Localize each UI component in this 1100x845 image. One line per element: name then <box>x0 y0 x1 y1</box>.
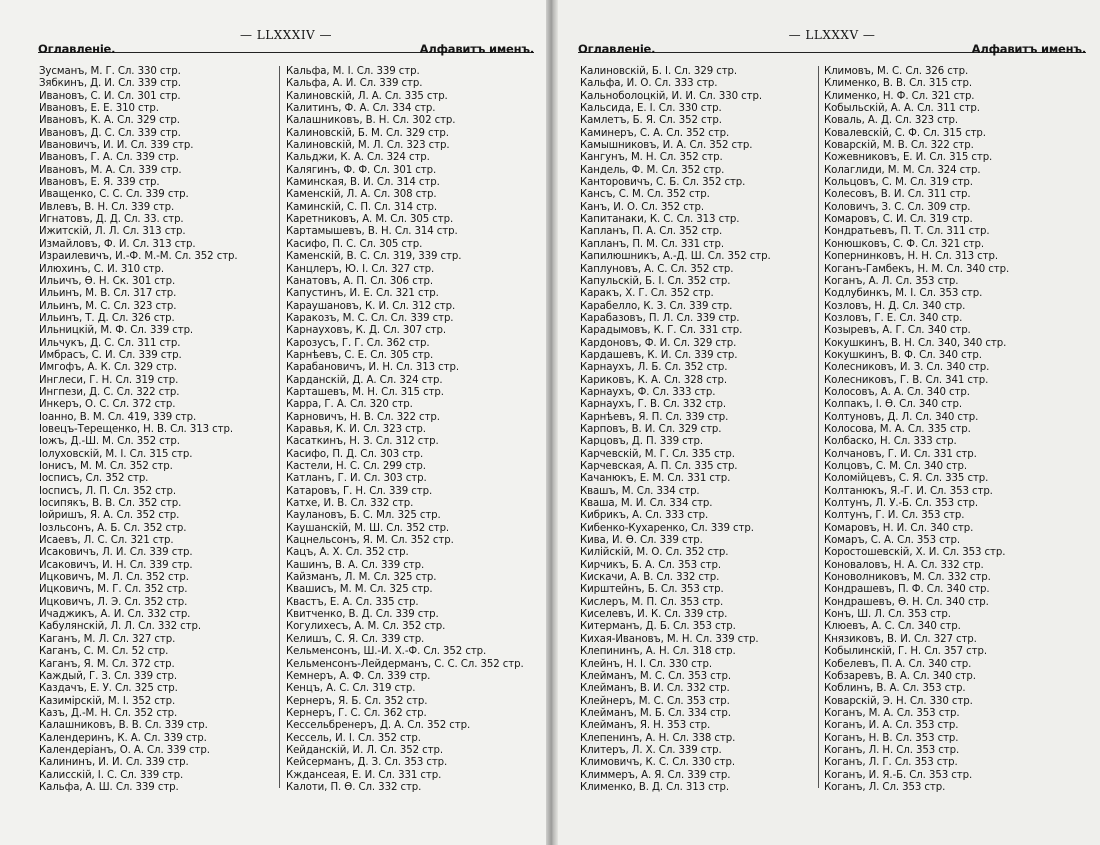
index-entry: Катланъ, Г. И. Сл. 303 стр. <box>286 473 427 485</box>
index-entry: Кейданскій, И. Л. Сл. 352 стр. <box>286 744 444 756</box>
index-entry: Ивановъ, С. И. Сл. 301 стр. <box>39 90 181 102</box>
index-entry: Канторовичъ, С. Б. Сл. 352 стр. <box>580 177 746 189</box>
index-entry: Канцлеръ, Ю. І. Сл. 327 стр. <box>286 263 435 275</box>
index-entry: Калиновскій, М. Л. Сл. 323 стр. <box>286 140 450 152</box>
index-entry: Кессельбренеръ, Д. А. Сл. 352 стр. <box>286 720 471 732</box>
index-entry: Конъ, Ш. Л. Сл. 353 стр. <box>824 609 951 621</box>
index-entry: Колесниковъ, И. З. Сл. 340 стр. <box>824 362 990 374</box>
index-entry: Капилюшникъ, А.-Д. Ш. Сл. 352 стр. <box>580 251 771 263</box>
index-entry: Карчевская, А. П. Сл. 335 стр. <box>580 461 738 472</box>
index-entry: Кискачи, А. В. Сл. 332 стр. <box>580 572 720 584</box>
index-entry: Каулановъ, Б. С. Мл. 325 стр. <box>286 510 441 522</box>
index-entry: Карнаухъ, Ф. Сл. 333 стр. <box>580 386 716 398</box>
index-entry: Календеринъ, К. А. Сл. 339 стр. <box>39 732 207 744</box>
index-entry: Кждансеая, Е. И. Сл. 331 стр. <box>286 769 442 781</box>
index-entry: Кенцъ, А. С. Сл. 319 стр. <box>286 683 416 695</box>
index-entry: Кардашевъ, К. И. Сл. 339 стр. <box>580 349 738 361</box>
index-entry: Калоти, П. Ѳ. Сл. 332 стр. <box>286 781 422 793</box>
index-entry: Климовъ, М. С. Сл. 326 стр. <box>824 66 969 77</box>
index-entry: Кожевниковъ, Е. И. Сл. 315 стр. <box>824 152 993 164</box>
index-entry: Комаровъ, Н. И. Сл. 340 стр. <box>824 522 974 534</box>
index-entry: Имбрасъ, С. И. Сл. 339 стр. <box>39 349 182 361</box>
index-entry: Ильинъ, Т. Д. Сл. 326 стр. <box>39 312 175 324</box>
index-entry: Коганъ, И. А. Сл. 353 стр. <box>824 720 959 732</box>
index-entry: Ивановъ, К. А. Сл. 329 стр. <box>39 115 180 127</box>
index-entry: Іойришъ, Я. А. Сл. 352 стр. <box>39 510 180 522</box>
right-header-title: Алфавитъ именъ. <box>971 42 1086 56</box>
index-entry: Капланъ, П. А. Сл. 352 стр. <box>580 226 723 238</box>
index-entry: Кессель, И. І. Сл. 352 стр. <box>286 732 421 744</box>
index-entry: Казъ, Д.-М. Н. Сл. 352 стр. <box>39 707 178 719</box>
index-entry: Киселевъ, И. К. Сл. 339 стр. <box>580 609 728 621</box>
index-entry: Израилевичъ, И.-Ф. М.-М. Сл. 352 стр. <box>39 251 238 263</box>
index-entry: Коганъ-Гамбекъ, Н. М. Сл. 340 стр. <box>824 263 1010 275</box>
index-entry: Илюхинъ, С. И. 310 стр. <box>39 263 165 275</box>
index-entry: Каганъ, Я. М. Сл. 372 стр. <box>39 658 175 670</box>
index-entry: Кодлубинкъ, М. І. Сл. 353 стр. <box>824 288 983 300</box>
index-entry: Исаевъ, Л. С. Сл. 321 стр. <box>39 535 174 547</box>
index-entry: Кваша, М. И. Сл. 334 стр. <box>580 498 713 510</box>
right-column-1 <box>580 66 816 794</box>
index-entry: Каменскій, В. С. Сл. 319, 339 стр. <box>286 251 462 263</box>
index-entry: Ингпези, Д. С. Сл. 322 стр. <box>39 386 180 398</box>
index-entry: Карташевъ, М. Н. Сл. 315 стр. <box>286 386 444 398</box>
index-entry: Картамышевъ, В. Н. Сл. 314 стр. <box>286 226 458 238</box>
index-entry: Каганъ, М. Л. Сл. 327 стр. <box>39 633 176 645</box>
index-entry: Кансъ, С. М. Сл. 352 стр. <box>580 189 710 201</box>
index-entry: Колцовъ, С. М. Сл. 340 стр. <box>824 461 968 472</box>
index-entry: Кальноболоцкій, И. И. Сл. 330 стр. <box>580 90 762 102</box>
index-entry: Коганъ, А. Л. Сл. 353 стр. <box>824 275 959 287</box>
index-entry: Іозльсонъ, А. Б. Сл. 352 стр. <box>39 522 187 534</box>
index-entry: Козловъ, Н. Д. Сл. 340 стр. <box>824 300 966 312</box>
index-entry: Клейнъ, Н. І. Сл. 330 стр. <box>580 658 713 670</box>
index-entry: Кацнельсонъ, Я. М. Сл. 352 стр. <box>286 535 454 547</box>
index-entry: Карабелло, К. З. Сл. 339 стр. <box>580 300 733 312</box>
index-entry: Кальфа, М. І. Сл. 339 стр. <box>286 66 420 77</box>
index-entry: Клейманъ, М. С. Сл. 353 стр. <box>580 670 731 682</box>
index-entry: Кирштейнъ, Б. Сл. 353 стр. <box>580 584 724 596</box>
left-header-title: Алфавитъ именъ. <box>419 42 534 56</box>
index-entry: Кибрикъ, А. Сл. 333 стр. <box>580 510 709 522</box>
index-entry: Колаглиди, М. М. Сл. 324 стр. <box>824 164 981 176</box>
index-entry: Іоанно, В. М. Сл. 419, 339 стр. <box>39 411 197 423</box>
index-entry: Калиновскій, Л. А. Сл. 335 стр. <box>286 90 448 102</box>
index-entry: Конюшковъ, С. Ф. Сл. 321 стр. <box>824 238 985 250</box>
index-entry: Клепининъ, А. Н. Сл. 318 стр. <box>580 646 736 658</box>
index-entry: Карчевскій, М. Г. Сл. 335 стр. <box>580 448 735 460</box>
index-entry: Капустинъ, И. Е. Сл. 321 стр. <box>286 288 439 300</box>
index-entry: Кельменсонъ-Лейдерманъ, С. С. Сл. 352 стр. <box>286 658 524 670</box>
index-entry: Кангунъ, М. Н. Сл. 352 стр. <box>580 152 723 164</box>
index-entry: Кемнеръ, А. Ф. Сл. 339 стр. <box>286 670 431 682</box>
index-entry: Кернеръ, Я. Б. Сл. 352 стр. <box>286 695 428 707</box>
index-entry: Калиновскій, Б. М. Сл. 329 стр. <box>286 127 449 139</box>
index-entry: Іолуховскій, М. І. Сл. 315 стр. <box>39 448 193 460</box>
index-entry: Ильинъ, М. С. Сл. 323 стр. <box>39 300 177 312</box>
index-entry: Колтанюкъ, Я.-Г. И. Сл. 353 стр. <box>824 485 993 497</box>
left-column-1 <box>39 66 275 794</box>
index-entry: Кальфа, А. И. Сл. 339 стр. <box>286 78 423 90</box>
index-entry: Имгофъ, А. К. Сл. 329 стр. <box>39 362 177 374</box>
index-entry: Касаткинъ, Н. З. Сл. 312 стр. <box>286 436 439 448</box>
index-entry: Инкеръ, О. С. Сл. 372 стр. <box>39 399 176 411</box>
index-entry: Колосовъ, А. А. Сл. 340 стр. <box>824 386 970 398</box>
index-entry: Каздачъ, Е. У. Сл. 325 стр. <box>39 683 178 695</box>
index-entry: Колосова, М. А. Сл. 335 стр. <box>824 423 971 435</box>
index-entry: Калитинъ, Ф. А. Сл. 334 стр. <box>286 103 436 115</box>
index-entry: Камлетъ, Б. Я. Сл. 352 стр. <box>580 115 722 127</box>
index-entry: Іосписъ, Сл. 352 стр. <box>39 473 149 485</box>
right-column-2 <box>824 66 1074 794</box>
index-entry: Кальфа, А. Ш. Сл. 339 стр. <box>39 781 179 793</box>
index-entry: Ильницкій, М. Ф. Сл. 339 стр. <box>39 325 194 337</box>
right-page-number: — LLXXXV — <box>788 28 876 42</box>
index-entry: Коноволниковъ, М. Сл. 332 стр. <box>824 572 991 584</box>
index-entry: Караушановъ, К. И. Сл. 312 стр. <box>286 300 456 312</box>
index-entry: Ильчукъ, Д. С. Сл. 311 стр. <box>39 337 181 349</box>
index-entry: Кислеръ, М. П. Сл. 353 стр. <box>580 596 724 608</box>
index-entry: Ижитскій, Л. Л. Сл. 313 стр. <box>39 226 186 238</box>
right-header-section: Оглавленіе. <box>578 42 656 56</box>
index-entry: Карповъ, В. И. Сл. 329 стр. <box>580 423 722 435</box>
index-entry: Камышниковъ, И. А. Сл. 352 стр. <box>580 140 753 152</box>
index-entry: Кольцовъ, С. М. Сл. 319 стр. <box>824 177 973 189</box>
index-entry: Каракъ, Х. Г. Сл. 352 стр. <box>580 288 714 300</box>
index-entry: Комаръ, С. А. Сл. 353 стр. <box>824 535 960 547</box>
index-entry: Калашниковъ, В. В. Сл. 339 стр. <box>39 720 208 732</box>
index-entry: Клейманъ, Я. Н. 353 стр. <box>580 720 711 732</box>
index-entry: Кирчикъ, Б. А. Сл. 353 стр. <box>580 559 722 571</box>
index-entry: Коломійцевъ, С. Я. Сл. 335 стр. <box>824 473 989 485</box>
index-entry: Козыревъ, А. Г. Сл. 340 стр. <box>824 325 971 337</box>
book-gutter <box>546 0 558 845</box>
index-entry: Каминеръ, С. А. Сл. 352 стр. <box>580 127 730 139</box>
index-entry: Каплуновъ, А. С. Сл. 352 стр. <box>580 263 734 275</box>
index-entry: Ицковичъ, Л. Э. Сл. 352 стр. <box>39 596 188 608</box>
index-entry: Кернеръ, Г. С. Сл. 362 стр. <box>286 707 427 719</box>
index-entry: Коганъ, Л. Сл. 353 стр. <box>824 781 946 793</box>
index-entry: Коростошевскій, Х. И. Сл. 353 стр. <box>824 547 1006 559</box>
index-entry: Касифо, П. Д. Сл. 303 стр. <box>286 448 424 460</box>
index-entry: Катхе, И. В. Сл. 332 стр. <box>286 498 414 510</box>
index-entry: Коваль, А. Д. Сл. 323 стр. <box>824 115 959 127</box>
index-entry: Ицковичъ, М. Г. Сл. 352 стр. <box>39 584 188 596</box>
index-entry: Инглеси, Г. Н. Сл. 319 стр. <box>39 374 179 386</box>
index-entry: Клитеръ, Л. Х. Сл. 339 стр. <box>580 744 722 756</box>
index-entry: Коганъ, И. Я.-Б. Сл. 353 стр. <box>824 769 973 781</box>
index-entry: Катаровъ, Г. Н. Сл. 339 стр. <box>286 485 433 497</box>
index-entry: Кариковъ, К. А. Сл. 328 стр. <box>580 374 728 386</box>
index-entry: Квитченко, В. Д. Сл. 339 стр. <box>286 609 439 621</box>
index-entry: Колесовъ, В. И. Сл. 311 стр. <box>824 189 971 201</box>
index-entry: Зябкинъ, Д. И. Сл. 339 стр. <box>39 78 181 90</box>
index-entry: Коноваловъ, Н. А. Сл. 332 стр. <box>824 559 984 571</box>
index-entry: Казимірскій, М. І. 352 стр. <box>39 695 176 707</box>
index-entry: Клейнеръ, М. С. Сл. 353 стр. <box>580 695 730 707</box>
index-entry: Исаковичъ, Л. И. Сл. 339 стр. <box>39 547 193 559</box>
index-entry: Квашъ, М. Сл. 334 стр. <box>580 485 700 497</box>
index-entry: Квастъ, Е. А. Сл. 335 стр. <box>286 596 419 608</box>
index-entry: Кайзманъ, Л. М. Сл. 325 стр. <box>286 572 437 584</box>
index-entry: Ивлевъ, В. Н. Сл. 339 стр. <box>39 201 175 213</box>
index-entry: Комаровъ, С. И. Сл. 319 стр. <box>824 214 973 226</box>
index-entry: Кокушкинъ, В. Н. Сл. 340, 340 стр. <box>824 337 1007 349</box>
index-entry: Кастели, Н. С. Сл. 299 стр. <box>286 461 426 472</box>
index-entry: Карозусъ, Г. Г. Сл. 362 стр. <box>286 337 430 349</box>
index-entry: Кацъ, А. Х. Сл. 352 стр. <box>286 547 409 559</box>
index-entry: Кобыльскій, А. А. Сл. 311 стр. <box>824 103 980 115</box>
index-entry: Клепенинъ, А. Н. Сл. 338 стр. <box>580 732 736 744</box>
index-entry: Іонисъ, М. М. Сл. 352 стр. <box>39 461 173 472</box>
index-entry: Ивановъ, Д. С. Сл. 339 стр. <box>39 127 181 139</box>
index-entry: Кальсида, Е. І. Сл. 330 стр. <box>580 103 722 115</box>
index-entry: Карра, Г. А. Сл. 320 стр. <box>286 399 413 411</box>
index-entry: Коганъ, М. А. Сл. 353 стр. <box>824 707 960 719</box>
index-entry: Карнѣевъ, С. Е. Сл. 305 стр. <box>286 349 434 361</box>
index-entry: Ичаджикъ, А. И. Сл. 332 стр. <box>39 609 191 621</box>
index-entry: Кобелевъ, П. А. Сл. 340 стр. <box>824 658 972 670</box>
index-entry: Каминская, В. И. Сл. 314 стр. <box>286 177 440 189</box>
index-entry: Игнатовъ, Д. Д. Сл. 33. стр. <box>39 214 184 226</box>
index-entry: Коварскій, Э. Н. Сл. 330 стр. <box>824 695 973 707</box>
index-entry: Копернинковъ, Н. Н. Сл. 313 стр. <box>824 251 998 263</box>
index-entry: Каминскій, С. П. Сл. 314 стр. <box>286 201 437 213</box>
index-entry: Кельменсонъ, Ш.-И. Х.-Ф. Сл. 352 стр. <box>286 646 487 658</box>
index-entry: Измайловъ, Ф. И. Сл. 313 стр. <box>39 238 196 250</box>
index-entry: Климовичъ, К. С. Сл. 330 стр. <box>580 757 736 769</box>
index-entry: Колчановъ, Г. И. Сл. 331 стр. <box>824 448 977 460</box>
index-entry: Клейманъ, М. Б. Сл. 334 стр. <box>580 707 731 719</box>
index-entry: Колтунъ, Л. У.-Б. Сл. 353 стр. <box>824 498 979 510</box>
index-entry: Козловъ, Г. Е. Сл. 340 стр. <box>824 312 963 324</box>
index-entry: Коганъ, Л. Г. Сл. 353 стр. <box>824 757 958 769</box>
index-entry: Коловичъ, З. С. Сл. 309 стр. <box>824 201 971 213</box>
index-entry: Кондрашевъ, П. Ф. Сл. 340 стр. <box>824 584 990 596</box>
index-entry: Кондратьевъ, П. Т. Сл. 311 стр. <box>824 226 990 238</box>
index-entry: Каменскій, Л. А. Сл. 308 стр. <box>286 189 437 201</box>
index-entry: Кондрашевъ, Ѳ. Н. Сл. 340 стр. <box>824 596 989 608</box>
index-entry: Карнаухъ, Л. Б. Сл. 352 стр. <box>580 362 728 374</box>
index-entry: Китерманъ, Д. Б. Сл. 353 стр. <box>580 621 736 633</box>
index-entry: Когулихесъ, А. М. Сл. 352 стр. <box>286 621 446 633</box>
index-entry: Карнаухъ, Г. В. Сл. 332 стр. <box>580 399 726 411</box>
index-entry: Килійскій, М. О. Сл. 352 стр. <box>580 547 729 559</box>
index-entry: Качанюкъ, Е. М. Сл. 331 стр. <box>580 473 731 485</box>
index-entry: Кандель, Ф. М. Сл. 352 стр. <box>580 164 725 176</box>
index-entry: Канатовъ, А. П. Сл. 306 стр. <box>286 275 434 287</box>
index-entry: Карнауховъ, К. Д. Сл. 307 стр. <box>286 325 446 337</box>
index-entry: Карадымовъ, К. Г. Сл. 331 стр. <box>580 325 743 337</box>
left-header-section: Оглавленіе. <box>38 42 116 56</box>
index-entry: Календеріанъ, О. А. Сл. 339 стр. <box>39 744 210 756</box>
index-entry: Касифо, П. С. Сл. 305 стр. <box>286 238 423 250</box>
index-entry: Климмеръ, А. Я. Сл. 339 стр. <box>580 769 731 781</box>
index-entry: Кабулянскій, Л. Л. Сл. 332 стр. <box>39 621 201 633</box>
index-entry: Карданскій, Д. А. Сл. 324 стр. <box>286 374 443 386</box>
right-page <box>552 0 1100 845</box>
index-entry: Колесниковъ, Г. В. Сл. 341 стр. <box>824 374 989 386</box>
index-entry: Колпакъ, І. Ѳ. Сл. 340 стр. <box>824 399 963 411</box>
index-entry: Ивановъ, Е. Е. 310 стр. <box>39 103 159 115</box>
index-entry: Квашисъ, М. М. Сл. 325 стр. <box>286 584 433 596</box>
index-entry: Карновичъ, Н. В. Сл. 322 стр. <box>286 411 440 423</box>
index-entry: Исаковичъ, И. Н. Сл. 339 стр. <box>39 559 193 571</box>
index-entry: Иващенко, С. С. Сл. 339 стр. <box>39 189 189 201</box>
index-entry: Ивановъ, Г. А. Сл. 339 стр. <box>39 152 179 164</box>
left-page-number: — LLXXXIV — <box>239 28 333 42</box>
index-entry: Капланъ, П. М. Сл. 331 стр. <box>580 238 724 250</box>
index-entry: Ивановъ, М. А. Сл. 339 стр. <box>39 164 182 176</box>
index-entry: Ивановичъ, И. И. Сл. 339 стр. <box>39 140 194 152</box>
index-entry: Зусманъ, М. Г. Сл. 330 стр. <box>39 66 181 77</box>
index-entry: Іосипякъ, В. В. Сл. 352 стр. <box>39 498 182 510</box>
index-entry: Клименко, Н. Ф. Сл. 321 стр. <box>824 90 975 102</box>
index-entry: Ильинъ, М. В. Сл. 317 стр. <box>39 288 177 300</box>
index-entry: Кейсерманъ, Д. З. Сл. 353 стр. <box>286 757 448 769</box>
index-entry: Каждый, Г. З. Сл. 339 стр. <box>39 670 177 682</box>
index-entry: Калашниковъ, В. Н. Сл. 302 стр. <box>286 115 456 127</box>
index-entry: Коварскій, М. В. Сл. 322 стр. <box>824 140 974 152</box>
column-divider <box>818 66 819 788</box>
index-entry: Кашинъ, В. А. Сл. 339 стр. <box>286 559 425 571</box>
index-entry: Клименко, В. Д. Сл. 313 стр. <box>580 781 729 793</box>
index-entry: Іовецъ-Терещенко, Н. В. Сл. 313 стр. <box>39 423 233 435</box>
index-entry: Карабазовъ, П. Л. Сл. 339 стр. <box>580 312 740 324</box>
index-entry: Ивановъ, Е. Я. 339 стр. <box>39 177 160 189</box>
left-column-2 <box>286 66 534 794</box>
right-page-header <box>578 28 1086 56</box>
index-entry: Ильичъ, Ѳ. Н. Ск. 301 стр. <box>39 275 176 287</box>
index-entry: Кобзаревъ, В. А. Сл. 340 стр. <box>824 670 976 682</box>
index-entry: Калининъ, И. И. Сл. 339 стр. <box>39 757 189 769</box>
index-entry: Каракозъ, М. С. Сл. Сл. 339 стр. <box>286 312 454 324</box>
index-entry: Карабановичъ, И. Н. Сл. 313 стр. <box>286 362 459 374</box>
index-entry: Князиковъ, В. И. Сл. 327 стр. <box>824 633 977 645</box>
index-entry: Капульскій, Б. І. Сл. 352 стр. <box>580 275 731 287</box>
index-entry: Колбаско, Н. Сл. 333 стр. <box>824 436 957 448</box>
index-entry: Капитанаки, К. С. Сл. 313 стр. <box>580 214 740 226</box>
index-entry: Коблинъ, В. А. Сл. 353 стр. <box>824 683 966 695</box>
index-entry: Клименко, В. В. Сл. 315 стр. <box>824 78 972 90</box>
index-entry: Кобылинскій, Г. Н. Сл. 357 стр. <box>824 646 988 658</box>
index-entry: Каганъ, С. М. Сл. 52 стр. <box>39 646 169 658</box>
index-entry: Кихая-Ивановъ, М. Н. Сл. 339 стр. <box>580 633 759 645</box>
index-entry: Карнѣевъ, Я. П. Сл. 339 стр. <box>580 411 729 423</box>
index-entry: Кокушкинъ, В. Ф. Сл. 340 стр. <box>824 349 982 361</box>
index-entry: Іожъ, Д.-Ш. М. Сл. 352 стр. <box>39 436 180 448</box>
index-entry: Ковалевскій, С. Ф. Сл. 315 стр. <box>824 127 986 139</box>
index-entry: Коганъ, Н. В. Сл. 353 стр. <box>824 732 959 744</box>
index-entry: Калиновскій, Б. І. Сл. 329 стр. <box>580 66 738 77</box>
index-entry: Кибенко-Кухаренко, Сл. 339 стр. <box>580 522 754 534</box>
index-entry: Кальджи, К. А. Сл. 324 стр. <box>286 152 430 164</box>
index-entry: Кальфа, И. О. Сл. 333 стр. <box>580 78 718 90</box>
index-entry: Калисскій, І. С. Сл. 339 стр. <box>39 769 184 781</box>
index-entry: Коганъ, Л. Н. Сл. 353 стр. <box>824 744 960 756</box>
index-entry: Калягинъ, Ф. Ф. Сл. 301 стр. <box>286 164 437 176</box>
index-entry: Клюевъ, А. С. Сл. 340 стр. <box>824 621 961 633</box>
index-entry: Кардоновъ, Ф. И. Сл. 329 стр. <box>580 337 737 349</box>
index-entry: Келишъ, С. Я. Сл. 339 стр. <box>286 633 425 645</box>
index-entry: Кива, И. Ѳ. Сл. 339 стр. <box>580 535 703 547</box>
index-entry: Іосписъ, Л. П. Сл. 352 стр. <box>39 485 176 497</box>
index-entry: Ицковичъ, М. Л. Сл. 352 стр. <box>39 572 189 584</box>
index-entry: Каравья, К. И. Сл. 323 стр. <box>286 423 426 435</box>
index-entry: Канъ, И. О. Сл. 352 стр. <box>580 201 705 213</box>
index-entry: Колтунъ, Г. И. Сл. 353 стр. <box>824 510 965 522</box>
index-entry: Каушанскій, М. Ш. Сл. 352 стр. <box>286 522 450 534</box>
index-entry: Клейманъ, В. И. Сл. 332 стр. <box>580 683 730 695</box>
column-divider <box>279 66 280 788</box>
left-page-header <box>38 28 534 56</box>
index-entry: Колтуновъ, Д. Л. Сл. 340 стр. <box>824 411 979 423</box>
index-entry: Каретниковъ, А. М. Сл. 305 стр. <box>286 214 454 226</box>
index-entry: Карцовъ, Д. П. 339 стр. <box>580 436 703 448</box>
